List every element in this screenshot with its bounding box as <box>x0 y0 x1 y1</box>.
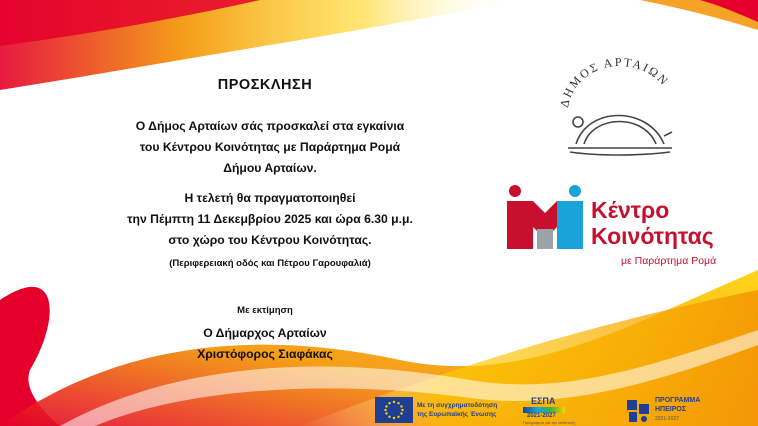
program-line2: ΗΠΕΙΡΟΣ <box>655 406 687 413</box>
logo-word-koinotitas: Κοινότητας <box>591 223 714 249</box>
eu-cofunding-line1: Με τη συγχρηματοδότηση <box>417 402 498 409</box>
municipal-logo <box>548 52 688 162</box>
ceremony-line: Η τελετή θα πραγματοποιηθεί <box>184 191 356 205</box>
signature-role: Ο Δήμαρχος Αρταίων <box>203 326 327 340</box>
espa-logo <box>523 396 576 425</box>
signature-name: Χριστόφορος Σιαφάκας <box>197 347 333 361</box>
eu-cofunding-line2: της Ευρωπαϊκής Ένωσης <box>417 411 497 418</box>
logo-word-kentro: Κέντρο <box>591 197 670 223</box>
program-years: 2021-2027 <box>655 416 679 422</box>
invitation-line: Ο Δήμος Αρταίων σάς προσκαλεί στα εγκαίνια <box>135 119 405 133</box>
espa-years: 2021-2027 <box>527 413 556 419</box>
program-epirus-logo <box>625 394 715 426</box>
program-epirus-icon <box>625 396 651 424</box>
signature-regards: Με εκτίμηση <box>237 305 293 316</box>
ceremony-date-line: την Πέμπτη 11 Δεκεμβρίου 2025 και ώρα 6.30 μ.μ. <box>127 212 413 226</box>
community-center-logo <box>501 181 736 273</box>
municipal-logo-text: ΔΗΜΟΣ ΑΡΤΑΙΩΝ <box>557 54 672 109</box>
espa-label: ΕΣΠΑ <box>531 396 556 406</box>
logo-subtitle: με Παράρτημα Ρομά <box>621 255 717 267</box>
arta-bridge-icon <box>568 116 672 156</box>
eu-flag-icon <box>375 397 413 423</box>
svg-text:ΔΗΜΟΣ ΑΡΤΑΙΩΝ <box>557 55 672 109</box>
address-line: (Περιφερειακή οδός και Πέτρου Γαρουφαλιά) <box>169 258 371 269</box>
invitation-line: Δήμου Αρταίων. <box>223 161 317 175</box>
family-figures-icon <box>505 183 585 251</box>
espa-subtext: Πρόγραμμα για την ανάπτυξη <box>523 420 576 425</box>
invitation-line: του Κέντρου Κοινότητας με Παράρτημα Ρομά <box>139 140 401 154</box>
ceremony-place-line: στο χώρο του Κέντρου Κοινότητας. <box>168 233 372 247</box>
funding-footer <box>373 394 753 426</box>
invitation-title: ΠΡΟΣΚΛΗΣΗ <box>217 77 313 93</box>
program-line1: ΠΡΟΓΡΑΜΜΑ <box>655 397 701 404</box>
